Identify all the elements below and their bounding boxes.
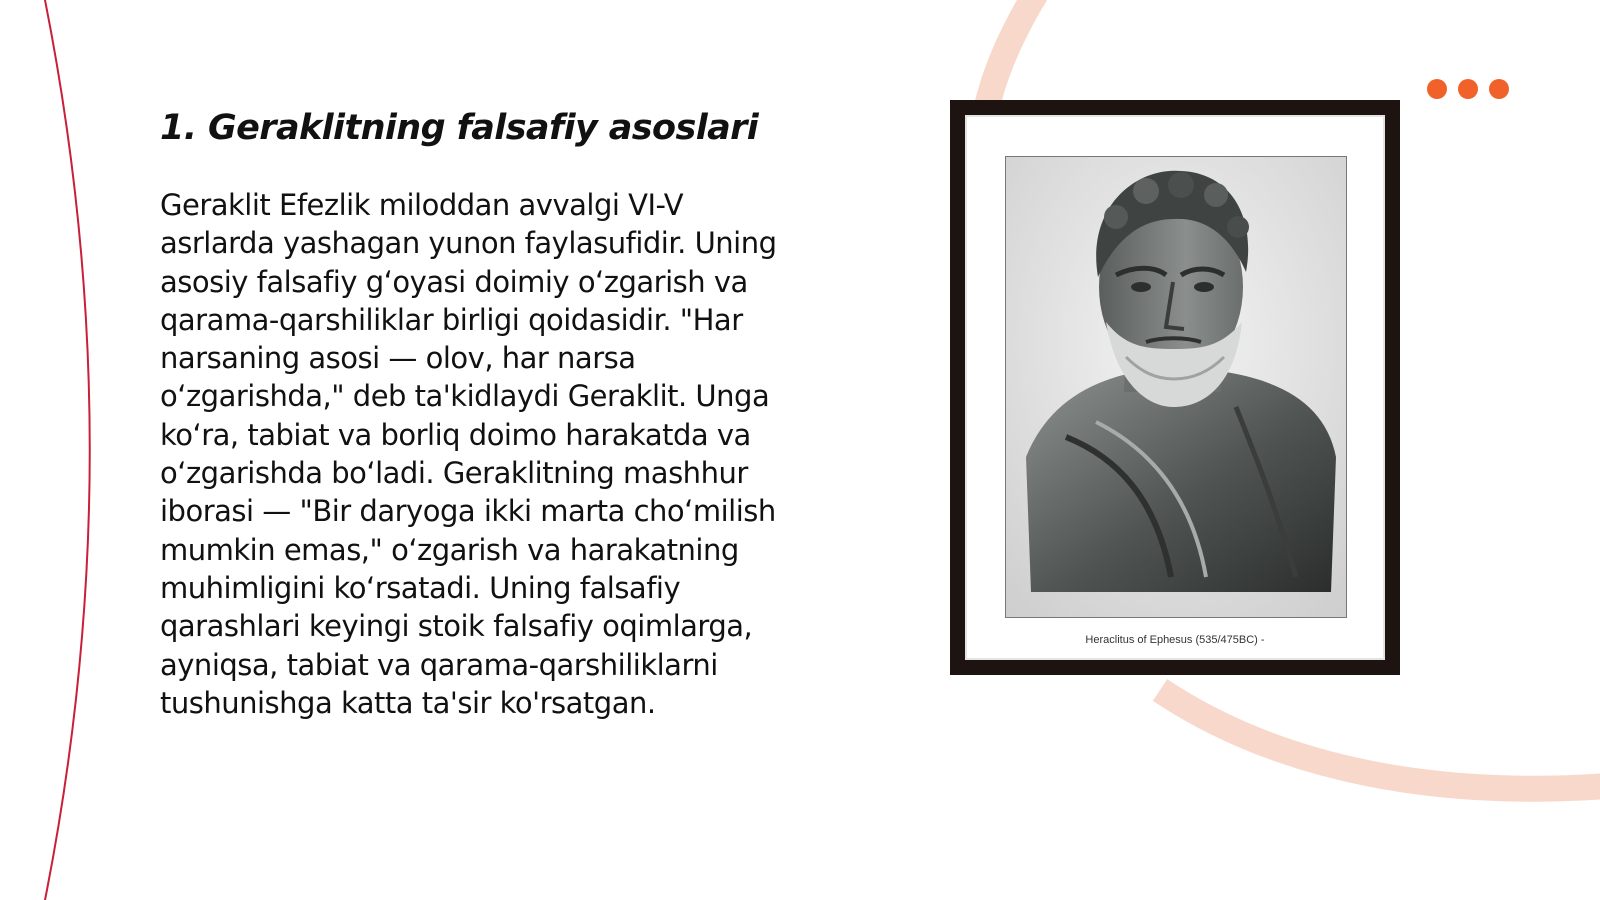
framed-picture <box>950 100 1400 675</box>
body-line: qarashlari keyingi stoik falsafiy oqimlarga, <box>160 609 753 644</box>
body-line: narsaning asosi — olov, har narsa <box>160 341 636 376</box>
body-line: ayniqsa, tabiat va qarama-qarshiliklarni <box>160 647 718 682</box>
accent-dot <box>1458 79 1478 99</box>
ellipsis-dots-icon <box>1427 79 1509 99</box>
body-line: o‘zgarishda bo‘ladi. Geraklitning mashhur <box>160 456 748 491</box>
body-line: o‘zgarishda," deb ta'kidlaydi Geraklit. Unga <box>160 379 770 414</box>
peach-arc-bottom <box>1160 690 1600 789</box>
body-line: qarama-qarshiliklar birligi qoidasidir. "Har <box>160 302 743 337</box>
heraclitus-bust-image <box>1005 156 1347 618</box>
accent-dot <box>1427 79 1447 99</box>
body-line: iborasi — "Bir daryoga ikki marta cho‘milish <box>160 494 776 529</box>
body-line: asosiy falsafiy g‘oyasi doimiy o‘zgarish va <box>160 264 748 299</box>
bust-illustration <box>1006 157 1346 617</box>
left-red-curve <box>44 0 90 900</box>
accent-dot <box>1489 79 1509 99</box>
body-line: ko‘ra, tabiat va borliq doimo harakatda va <box>160 417 751 452</box>
body-line: asrlarda yashagan yunon faylasufidir. Uning <box>160 226 777 261</box>
picture-caption: Heraclitus of Ephesus (535/475BC) - <box>1085 634 1265 646</box>
picture-mat <box>965 115 1385 660</box>
body-line: Geraklit Efezlik miloddan avvalgi VI-V <box>160 188 684 222</box>
body-line: muhimligini ko‘rsatadi. Uning falsafiy <box>160 570 681 605</box>
slide-body-text <box>160 186 840 722</box>
slide-title: 1. Geraklitning falsafiy asoslari <box>160 108 759 148</box>
body-line: tushunishga katta ta'sir ko'rsatgan. <box>160 685 656 720</box>
body-line: mumkin emas," o‘zgarish va harakatning <box>160 532 739 567</box>
